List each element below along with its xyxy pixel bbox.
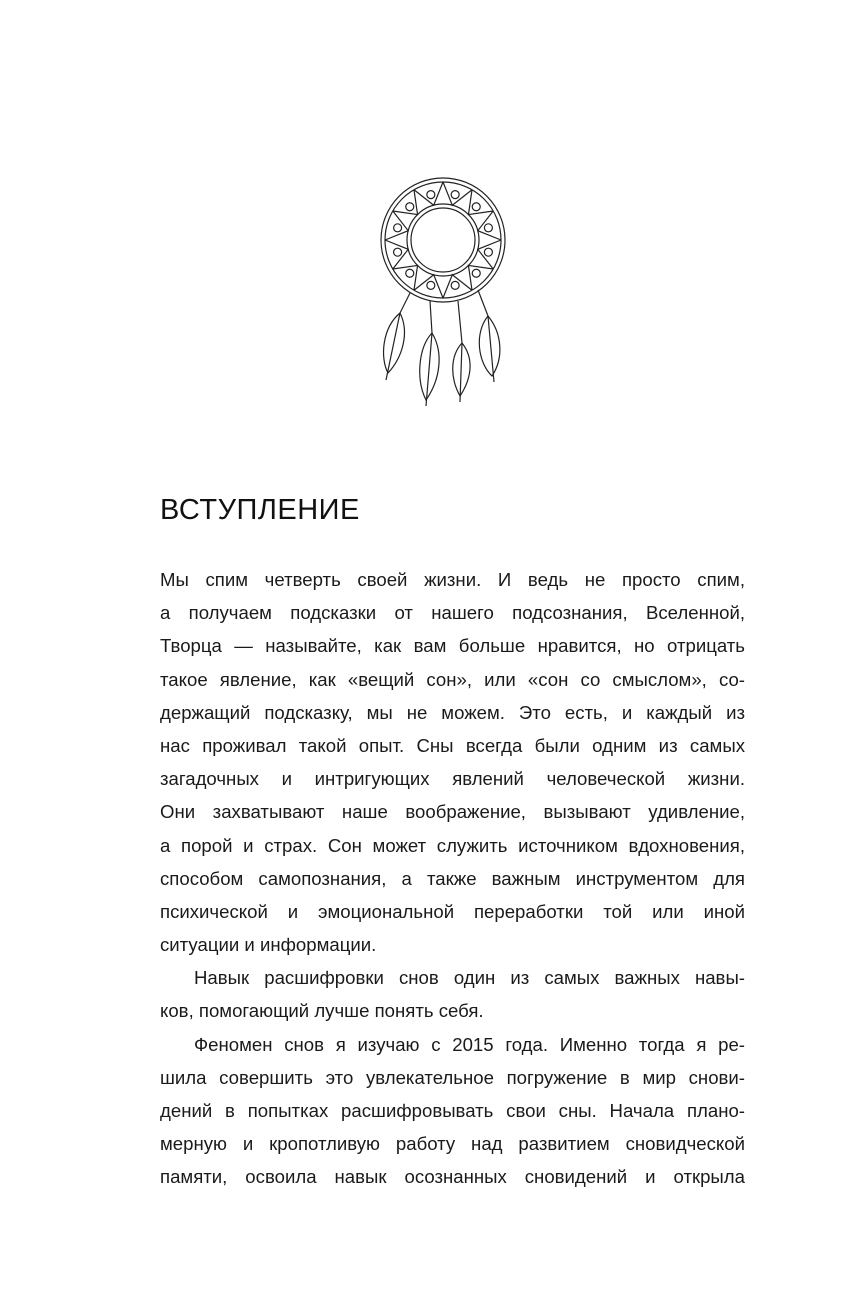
text-line: такое явление, как «вещий сон», или «сон со смыслом», со-: [160, 668, 745, 690]
text-line: загадочных и интригующих явлений человеческой жизни.: [160, 768, 745, 790]
text-line: держащий подсказку, мы не можем. Это есть, и каждый из: [160, 701, 745, 723]
text-line: шила совершить это увлекательное погружение в мир снови-: [160, 1066, 745, 1088]
feather-icon: [420, 333, 439, 406]
text-line: а порой и страх. Сон может служить источником вдохновения,: [160, 834, 745, 856]
text-line: дений в попытках расшифровывать свои сны. Начала плано-: [160, 1100, 745, 1121]
chapter-title: ВСТУПЛЕНИЕ: [160, 494, 360, 526]
dreamcatcher-illustration: [370, 168, 520, 408]
text-line: Мы спим четверть своей жизни. И ведь не просто спим,: [160, 569, 745, 590]
text-line: ков, помогающий лучше понять себя.: [160, 1000, 484, 1022]
feather-icon: [384, 313, 405, 380]
text-line: Они захватывают наше воображение, вызывают удивление,: [160, 801, 745, 823]
text-line: мерную и кропотливую работу над развитием сновидческой: [160, 1133, 745, 1155]
feather-icon: [453, 343, 470, 402]
text-line: ситуации и информации.: [160, 934, 377, 956]
feather-icon: [479, 316, 500, 382]
text-line: Творца — называйте, как вам больше нравится, но отрицать: [160, 635, 745, 657]
text-line: способом самопознания, а также важным инструментом для: [160, 867, 745, 889]
text-line: памяти, освоила навык осознанных сновидений и открыла: [160, 1166, 745, 1188]
text-line: психической и эмоциональной переработки той или иной: [160, 900, 745, 922]
text-line: нас проживал такой опыт. Сны всегда были одним из самых: [160, 734, 745, 756]
text-line: Навык расшифровки снов один из самых важных навы-: [194, 967, 745, 989]
body-text: [160, 563, 745, 1194]
text-line: Феномен снов я изучаю с 2015 года. Именно тогда я ре-: [194, 1033, 745, 1055]
text-line: а получаем подсказки от нашего подсознания, Вселенной,: [160, 602, 745, 624]
